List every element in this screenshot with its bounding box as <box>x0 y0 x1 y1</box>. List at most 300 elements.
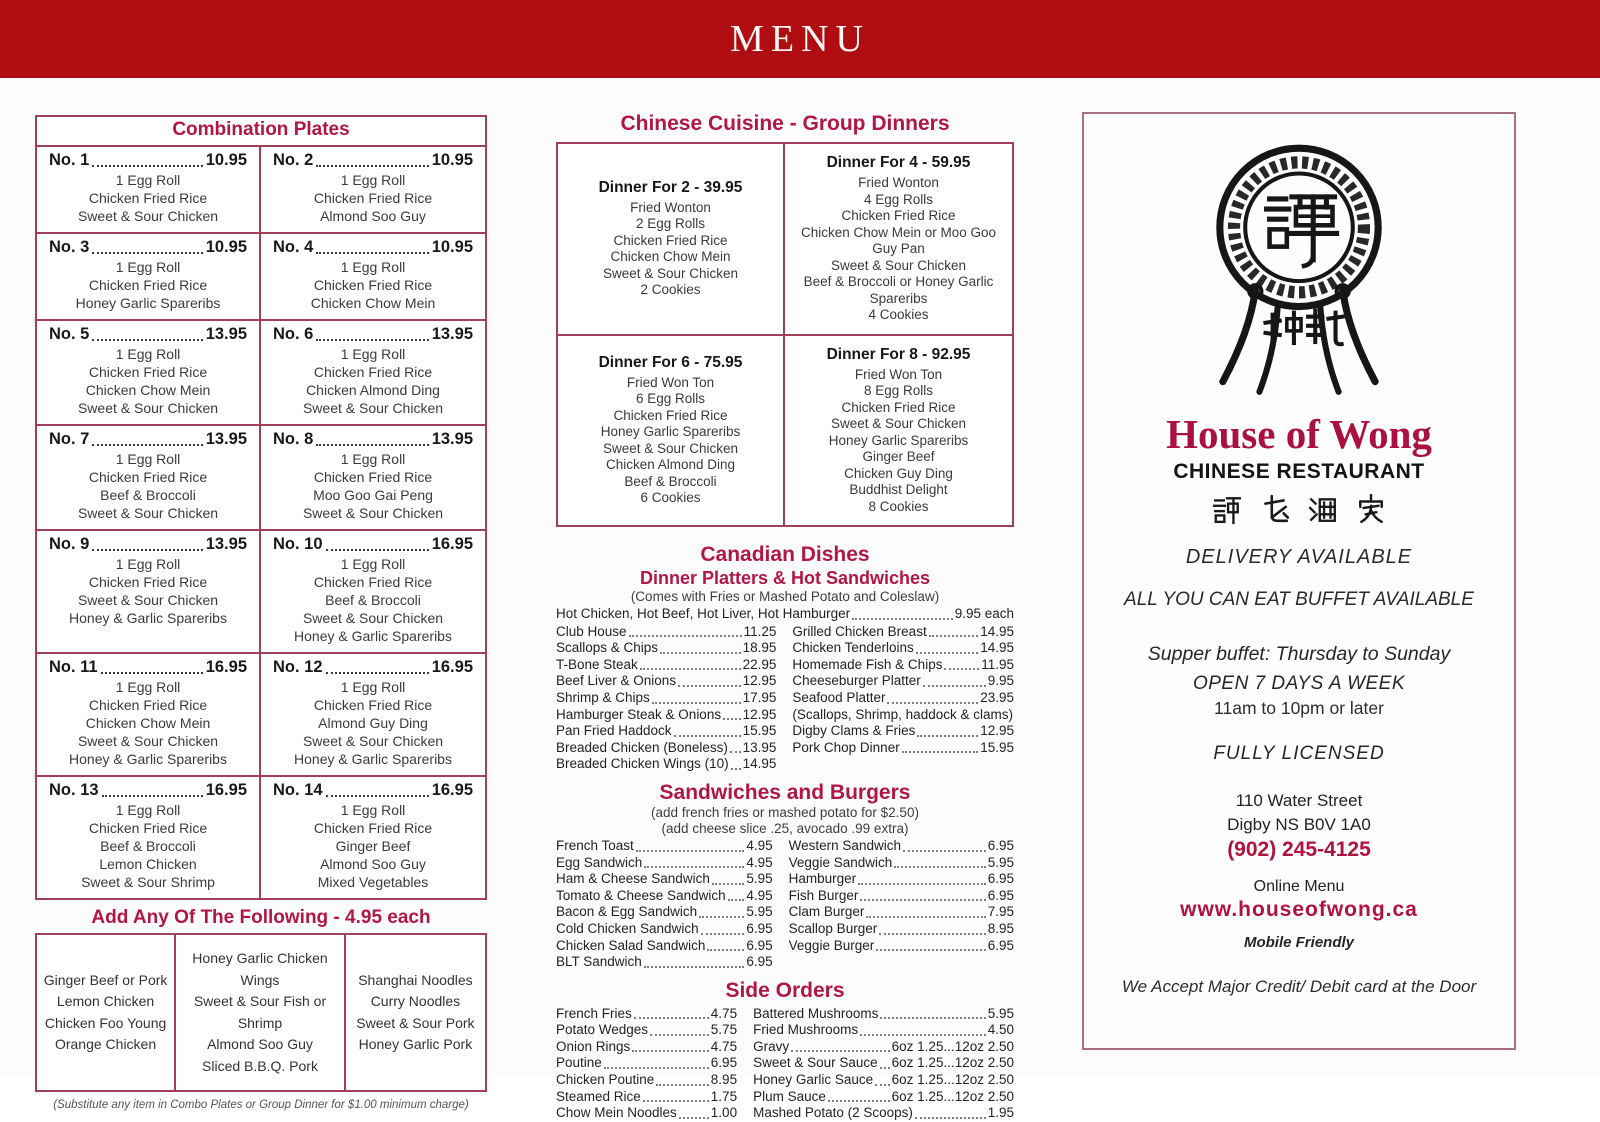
dotted-leader <box>712 883 745 885</box>
menu-item-name: Veggie Sandwich <box>788 854 893 870</box>
combo-plate-item: Sweet & Sour Chicken <box>302 505 444 521</box>
combo-price: 13.95 <box>431 325 473 343</box>
menu-item-row <box>792 673 1014 690</box>
group-dinner <box>785 336 1012 526</box>
menu-item-name: Tomato & Cheese Sandwich <box>556 887 726 903</box>
menu-item-price: 6oz 1.25...12oz 2.50 <box>891 1072 1014 1088</box>
group-dinner-item: Chicken Chow Mein or Moo Goo Guy Pan <box>800 224 997 256</box>
combo-price: 10.95 <box>205 238 247 256</box>
menu-item-name: Homemade Fish & Chips <box>792 656 943 672</box>
combo-plate-header <box>273 324 473 345</box>
canadian-right-list <box>792 624 1014 773</box>
dotted-leader <box>656 1084 708 1086</box>
dotted-leader <box>92 165 202 167</box>
fully-licensed-text: FULLY LICENSED <box>1213 743 1385 764</box>
chinese-name-row <box>1084 494 1514 524</box>
dotted-leader <box>316 165 428 167</box>
menu-item-price: 6.95 <box>987 837 1014 853</box>
menu-item-price: 4.95 <box>746 854 773 870</box>
dotted-leader <box>674 735 741 737</box>
sandwiches-note-1: (add french fries or mashed potato for $2.50) <box>651 804 919 820</box>
menu-item-row <box>789 888 1014 905</box>
combo-plate-item: Honey & Garlic Spareribs <box>294 628 452 644</box>
combo-number: No. 12 <box>273 658 323 676</box>
restaurant-logo <box>1084 138 1514 406</box>
combo-plate-item: Sweet & Sour Chicken <box>302 610 444 626</box>
menu-item-name: Chow Mein Noodles <box>556 1105 677 1121</box>
combo-plate-item: Chicken Fried Rice <box>313 469 433 485</box>
dotted-leader <box>707 949 744 951</box>
combo-plate <box>261 531 485 654</box>
sandwiches-right-list <box>789 838 1014 971</box>
combo-plate-item: Lemon Chicken <box>99 856 197 872</box>
payment-note: We Accept Major Credit/ Debit card at the Door <box>1121 977 1477 996</box>
addon-item: Sweet & Sour Pork <box>356 1014 475 1031</box>
combo-number: No. 4 <box>273 238 314 256</box>
dotted-leader <box>326 795 429 797</box>
dotted-leader <box>326 672 429 674</box>
hours-text: 11am to 10pm or later <box>1214 698 1384 718</box>
dotted-leader <box>316 339 428 341</box>
menu-item-name: French Fries <box>556 1005 632 1021</box>
menu-item-name: Mashed Potato (2 Scoops) <box>753 1105 913 1121</box>
addon-item: Shanghai Noodles <box>358 971 473 988</box>
dotted-leader <box>858 883 986 885</box>
menu-item-row <box>556 938 773 955</box>
logo-stand <box>1223 285 1375 392</box>
group-dinner-item: Fried Won Ton <box>854 366 943 382</box>
menu-item-row <box>556 1105 737 1122</box>
combo-number: No. 1 <box>49 151 90 169</box>
combo-plate-item: Chicken Fried Rice <box>313 364 433 380</box>
combo-plate-header <box>273 150 473 171</box>
menu-item-name: Honey Garlic Sauce <box>753 1072 874 1088</box>
dotted-leader <box>731 768 741 770</box>
addon-item: Sweet & Sour Fish or Shrimp <box>193 993 327 1031</box>
combo-plate-item: 1 Egg Roll <box>340 172 406 188</box>
menu-item-name: Cheeseburger Platter <box>792 673 921 689</box>
menu-item-price: 1.00 <box>710 1105 738 1121</box>
menu-item-name: Veggie Burger <box>788 937 875 953</box>
combo-number: No. 7 <box>49 430 90 448</box>
combo-plate-item: 1 Egg Roll <box>340 451 406 467</box>
menu-item-price: 8.95 <box>710 1072 738 1088</box>
dotted-leader <box>723 718 741 720</box>
menu-item-price: 12.95 <box>742 706 777 722</box>
combo-price: 13.95 <box>205 430 247 448</box>
combo-number: No. 3 <box>49 238 90 256</box>
combo-price: 13.95 <box>205 535 247 553</box>
group-dinner-item: Buddhist Delight <box>849 482 948 497</box>
menu-item-price: 13.95 <box>742 739 777 755</box>
menu-item-name: Egg Sandwich <box>556 854 643 870</box>
combo-plate-item: Chicken Fried Rice <box>88 574 208 590</box>
combo-plate-item: Sweet & Sour Chicken <box>77 400 219 416</box>
tan-seal-logo-icon <box>1192 138 1406 406</box>
menu-item-row <box>792 740 1014 757</box>
menu-item-price: 4.75 <box>710 1038 738 1054</box>
addon-item: Honey Garlic Chicken Wings <box>192 950 328 988</box>
combo-price: 16.95 <box>205 781 247 799</box>
menu-item-name: Ham & Cheese Sandwich <box>556 871 710 887</box>
group-dinner-item: Honey Garlic Spareribs <box>600 424 741 440</box>
combo-plate-item: Chicken Fried Rice <box>88 697 208 713</box>
addon-column <box>346 935 485 1090</box>
dotted-leader <box>92 339 202 341</box>
combo-plate <box>261 654 485 777</box>
mobile-friendly-text: Mobile Friendly <box>1243 934 1354 951</box>
combo-plate-item: Chicken Fried Rice <box>88 190 208 206</box>
restaurant-info-panel <box>1082 112 1516 1050</box>
menu-item-name: Clam Burger <box>788 904 865 920</box>
menu-item-row <box>753 1089 1014 1106</box>
dotted-leader <box>102 795 203 797</box>
dotted-leader <box>699 916 744 918</box>
combo-price: 10.95 <box>205 151 247 169</box>
address-street: 110 Water Street <box>1235 791 1363 810</box>
group-dinner-item: Chicken Fried Rice <box>841 399 956 415</box>
addons-box <box>35 933 487 1092</box>
dotted-leader <box>887 702 978 704</box>
combo-plate <box>37 234 261 321</box>
menu-item-name: Grilled Chicken Breast <box>792 623 927 639</box>
menu-item-price: 5.75 <box>710 1022 738 1038</box>
combo-plate-item: Chicken Chow Mein <box>85 715 211 731</box>
addon-item: Lemon Chicken <box>56 993 155 1009</box>
menu-item-price: 4.95 <box>746 887 773 903</box>
dotted-leader <box>880 1067 890 1069</box>
menu-item-name: French Toast <box>556 837 634 853</box>
combo-plate-item: Chicken Fried Rice <box>313 697 433 713</box>
menu-item-name: Battered Mushrooms <box>753 1005 879 1021</box>
combo-plate <box>261 147 485 234</box>
menu-item-row <box>753 1039 1014 1056</box>
combo-plate-item: Honey Garlic Spareribs <box>75 295 221 311</box>
dotted-leader <box>876 949 986 951</box>
sandwiches-title: Sandwiches and Burgers <box>659 780 911 804</box>
group-dinner-item: Chicken Almond Ding <box>605 457 736 473</box>
menu-item-price: 23.95 <box>980 689 1014 705</box>
menu-item-price: 22.95 <box>742 656 777 672</box>
group-dinner-title: Dinner For 6 - 75.95 <box>598 353 743 371</box>
dotted-leader <box>644 866 744 868</box>
menu-item-name: T-Bone Steak <box>556 656 638 672</box>
menu-item-row <box>753 1022 1014 1039</box>
combo-number: No. 9 <box>49 535 90 553</box>
restaurant-type: CHINESE RESTAURANT <box>1173 460 1425 483</box>
menu-item-row <box>556 606 1014 623</box>
menu-item-name: Hamburger <box>788 871 857 887</box>
menu-item-name: Steamed Rice <box>556 1088 641 1104</box>
side-orders-left-list <box>556 1006 737 1122</box>
group-dinner-title: Dinner For 2 - 39.95 <box>598 178 743 196</box>
menu-item-price: 5.95 <box>746 871 773 887</box>
combo-plate-item: 1 Egg Roll <box>115 172 181 188</box>
dotted-leader <box>875 1084 890 1086</box>
dotted-leader <box>728 899 745 901</box>
menu-item-name: Fried Mushrooms <box>753 1022 859 1038</box>
side-orders-price-columns <box>556 1005 1014 1122</box>
group-dinner-item: 4 Egg Rolls <box>863 191 934 207</box>
menu-item-row <box>789 855 1014 872</box>
website-url: www.houseofwong.ca <box>1180 898 1418 921</box>
menu-item-price: 8.95 <box>987 920 1014 936</box>
menu-item-row <box>556 1089 737 1106</box>
side-orders-right-list <box>753 1006 1014 1122</box>
group-dinner-item: 2 Egg Rolls <box>635 216 706 232</box>
menu-item-row <box>556 904 773 921</box>
menu-item-price: 15.95 <box>742 723 777 739</box>
open-days-text: OPEN 7 DAYS A WEEK <box>1192 673 1406 694</box>
addon-item: Almond Soo Guy <box>207 1036 313 1052</box>
combo-number: No. 14 <box>273 781 323 799</box>
menu-item-row <box>789 871 1014 888</box>
menu-item-price: 14.95 <box>980 640 1014 656</box>
combo-plate-header <box>49 150 247 171</box>
menu-item-row <box>556 740 776 757</box>
menu-item-row <box>753 1105 1014 1122</box>
addons-title: Add Any Of The Following - 4.95 each <box>91 907 431 928</box>
dotted-leader <box>923 685 986 687</box>
combo-price: 16.95 <box>431 781 473 799</box>
menu-item-row <box>556 838 773 855</box>
group-dinner-item: Fried Won Ton <box>626 374 715 390</box>
menu-item-name: Chicken Poutine <box>556 1072 655 1088</box>
combo-plate-item: 1 Egg Roll <box>340 259 406 275</box>
menu-item-price: 6.95 <box>746 920 773 936</box>
combo-plate-header <box>49 780 247 801</box>
menu-item-row <box>556 723 776 740</box>
group-dinner-item: 8 Egg Rolls <box>863 383 934 398</box>
menu-item-price: 5.95 <box>987 854 1014 870</box>
menu-item-name: Onion Rings <box>556 1038 631 1054</box>
group-dinner-item: 2 Cookies <box>640 282 701 298</box>
menu-item-price: 17.95 <box>742 689 777 705</box>
dotted-leader <box>678 685 741 687</box>
dotted-leader <box>894 866 985 868</box>
combo-plate <box>261 234 485 321</box>
menu-item-price: 6oz 1.25...12oz 2.50 <box>891 1055 1014 1071</box>
side-orders-title: Side Orders <box>725 978 845 1002</box>
combo-plate-item: 1 Egg Roll <box>115 346 181 362</box>
combo-plate-item: Almond Soo Guy <box>320 208 426 224</box>
combo-plate-item: 1 Egg Roll <box>115 556 181 572</box>
substitute-note: (Substitute any item in Combo Plates or Group Dinner for $1.00 minimum charge) <box>53 1099 469 1111</box>
menu-item-name: Cold Chicken Sandwich <box>556 920 699 936</box>
menu-item-price: 9.95 <box>987 673 1014 689</box>
sandwiches-price-columns <box>556 837 1014 971</box>
combo-number: No. 2 <box>273 151 314 169</box>
menu-item-name: Fish Burger <box>788 887 859 903</box>
combo-plate-item: Beef & Broccoli <box>100 838 196 854</box>
combo-price: 16.95 <box>431 658 473 676</box>
combo-number: No. 5 <box>49 325 90 343</box>
group-dinner-item: 6 Cookies <box>640 490 701 506</box>
sandwiches-note-2: (add cheese slice .25, avocado .99 extra) <box>661 820 909 836</box>
group-dinner-item: Chicken Chow Mein <box>610 249 731 265</box>
combo-plate-item: Sweet & Sour Chicken <box>302 733 444 749</box>
menu-item-price: 18.95 <box>742 640 777 656</box>
menu-item-row <box>556 954 773 971</box>
dotted-leader <box>880 1017 985 1019</box>
combo-number: No. 13 <box>49 781 99 799</box>
menu-item-price: 6oz 1.25...12oz 2.50 <box>891 1088 1014 1104</box>
dotted-leader <box>929 635 979 637</box>
combo-number: No. 11 <box>49 658 98 676</box>
menu-item-price: 4.50 <box>987 1022 1014 1038</box>
group-dinner-item: Honey Garlic Spareribs <box>828 432 969 448</box>
dotted-leader <box>791 1050 890 1052</box>
dotted-leader <box>629 635 742 637</box>
combo-plate-item: 1 Egg Roll <box>340 346 406 362</box>
center-menu-section <box>556 112 1014 1122</box>
menu-item-name: Gravy <box>753 1038 790 1054</box>
menu-item-price: 6.95 <box>987 937 1014 953</box>
menu-banner <box>0 0 1600 78</box>
canadian-note: (Comes with Fries or Mashed Potato and Coleslaw) <box>630 589 940 604</box>
dotted-leader <box>643 1100 709 1102</box>
group-dinner <box>558 336 785 526</box>
dotted-leader <box>860 1034 986 1036</box>
combo-price: 16.95 <box>431 535 473 553</box>
combo-plate-item: Sweet & Sour Chicken <box>77 733 219 749</box>
menu-item-row <box>792 657 1014 674</box>
group-dinner-item: 4 Cookies <box>868 307 929 322</box>
group-dinner-item: Fried Wonton <box>858 175 939 190</box>
combo-plate-header <box>49 657 247 678</box>
tan-character-glyph <box>1267 197 1337 266</box>
menu-item-name: Digby Clams & Fries <box>792 723 916 739</box>
menu-item-name: Chicken Tenderloins <box>792 640 914 656</box>
group-dinner-item: Ginger Beef <box>862 449 935 464</box>
menu-item-row <box>556 657 776 674</box>
dotted-leader <box>828 1100 890 1102</box>
menu-item-row <box>789 904 1014 921</box>
menu-item-price: 9.95 each <box>954 606 1014 621</box>
menu-item-name: Club House <box>556 623 627 639</box>
combo-plate-item: Chicken Chow Mein <box>85 382 211 398</box>
combo-plate-item: Chicken Fried Rice <box>88 469 208 485</box>
addon-item: Curry Noodles <box>370 993 461 1009</box>
menu-item-name: BLT Sandwich <box>556 954 642 970</box>
group-dinner-item: 6 Egg Rolls <box>635 391 706 407</box>
addon-column <box>176 935 346 1090</box>
combo-plate-item: Moo Goo Gai Peng <box>313 487 433 503</box>
combo-plate <box>261 777 485 898</box>
menu-item-row <box>792 707 1014 724</box>
combo-plate-item: 1 Egg Roll <box>115 679 181 695</box>
dotted-leader <box>916 652 978 654</box>
combo-plate-header <box>49 429 247 450</box>
restaurant-name: House of Wong <box>1166 411 1432 457</box>
menu-item-name: Hot Chicken, Hot Beef, Hot Liver, Hot Hamburger <box>556 606 851 621</box>
menu-item-row <box>556 1006 737 1023</box>
menu-item-row <box>556 640 776 657</box>
dotted-leader <box>915 1117 986 1119</box>
canadian-left-list <box>556 624 776 773</box>
menu-item-row <box>556 871 773 888</box>
combo-plate-item: Sweet & Sour Chicken <box>77 505 219 521</box>
menu-item-row <box>556 921 773 938</box>
addon-item: Sliced B.B.Q. Pork <box>202 1057 318 1074</box>
combo-plate-item: Mixed Vegetables <box>317 874 429 890</box>
menu-item-row <box>556 624 776 641</box>
combo-plate <box>37 147 261 234</box>
group-dinner-item: Sweet & Sour Chicken <box>830 416 967 431</box>
combination-plates-title: Combination Plates <box>35 115 487 147</box>
canadian-dishes-title: Canadian Dishes <box>700 543 870 566</box>
combo-plate-item: Beef & Broccoli <box>325 592 421 608</box>
menu-item-price: 4.95 <box>746 837 773 853</box>
menu-item-price: 4.75 <box>710 1005 738 1021</box>
combo-plate-item: Sweet & Sour Chicken <box>77 208 219 224</box>
dotted-leader <box>316 252 428 254</box>
menu-item-price: 12.95 <box>742 673 777 689</box>
addon-item: Ginger Beef or Pork <box>43 971 168 988</box>
combo-plate-item: Chicken Fried Rice <box>313 277 433 293</box>
chinese-character-glyph <box>1260 494 1290 524</box>
menu-item-price: 12.95 <box>980 723 1014 739</box>
menu-item-name: Breaded Chicken (Boneless) <box>556 739 728 755</box>
combo-plate-header <box>273 237 473 258</box>
chinese-character-glyph <box>1356 494 1386 524</box>
combination-plates-section <box>35 115 487 1111</box>
dotted-leader <box>652 702 741 704</box>
address-city: Digby NS B0V 1A0 <box>1227 815 1371 834</box>
menu-item-price: 1.75 <box>710 1088 738 1104</box>
menu-item-name: Seafood Platter <box>792 689 886 705</box>
dotted-leader <box>316 444 428 446</box>
buffet-available-text: ALL YOU CAN EAT BUFFET AVAILABLE <box>1124 589 1474 610</box>
dotted-leader <box>101 672 203 674</box>
combo-plate-item: Sweet & Sour Chicken <box>302 400 444 416</box>
combo-price: 16.95 <box>205 658 247 676</box>
combo-plate-item: Chicken Fried Rice <box>88 277 208 293</box>
combo-plate-item: Chicken Chow Mein <box>310 295 436 311</box>
menu-item-name: Western Sandwich <box>788 837 901 853</box>
group-dinner-item: Chicken Fried Rice <box>841 208 956 223</box>
combo-plate-header <box>273 657 473 678</box>
dotted-leader <box>866 916 985 918</box>
combo-price: 13.95 <box>205 325 247 343</box>
menu-item-row <box>556 855 773 872</box>
menu-item-price: 5.95 <box>746 904 773 920</box>
sandwiches-left-list <box>556 838 773 971</box>
group-dinners-title: Chinese Cuisine - Group Dinners <box>620 112 950 135</box>
combo-plate-item: Honey & Garlic Spareribs <box>69 610 227 626</box>
group-dinner-item: 8 Cookies <box>868 498 929 514</box>
combo-plate-item: Honey & Garlic Spareribs <box>69 751 227 767</box>
menu-item-price: 6.95 <box>710 1055 738 1071</box>
combo-plate-item: Beef & Broccoli <box>100 487 196 503</box>
menu-item-name: (Scallops, Shrimp, haddock & clams) <box>792 706 1013 722</box>
group-dinner-item: Fried Wonton <box>630 199 711 215</box>
dotted-leader <box>944 668 979 670</box>
group-dinner-item: Beef & Broccoli or Honey Garlic Spareribs <box>803 274 994 306</box>
menu-item-row <box>556 888 773 905</box>
menu-item-row <box>556 1022 737 1039</box>
dotted-leader <box>730 751 741 753</box>
menu-item-name: Pork Chop Dinner <box>792 739 900 755</box>
addon-item: Chicken Foo Young <box>44 1014 167 1031</box>
page-title: MENU <box>730 18 870 60</box>
menu-item-row <box>753 1055 1014 1072</box>
menu-item-row <box>556 1055 737 1072</box>
menu-item-price: 11.25 <box>743 623 777 639</box>
chinese-character-glyph <box>1308 494 1338 524</box>
combo-plate-header <box>49 237 247 258</box>
dotted-leader <box>92 444 202 446</box>
